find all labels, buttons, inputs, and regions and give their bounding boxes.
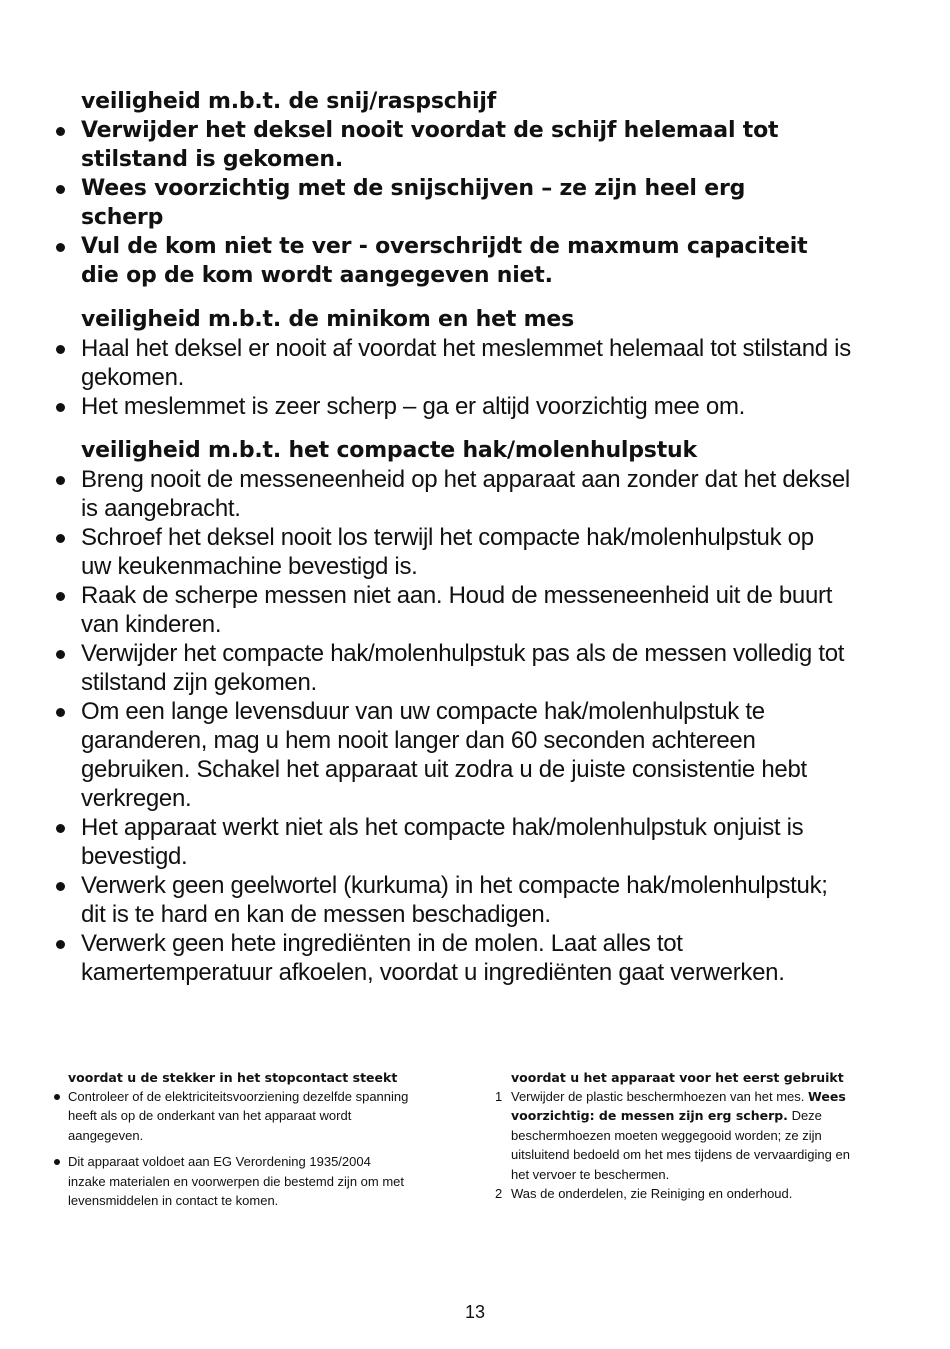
bullet-icon: [54, 1159, 60, 1165]
before-plugging-in-column: [54, 1068, 454, 1210]
list-item: Verwerk geen geelwortel (kurkuma) in het compacte hak/molenhulpstuk; dit is te hard en kan de messen beschadigen.: [54, 871, 914, 929]
bullet-icon: [56, 650, 65, 659]
list-item: Het meslemmet is zeer scherp – ga er altijd voorzichtig mee om.: [54, 392, 914, 421]
list-item: 2 Was de onderdelen, zie Reiniging en onderhoud.: [497, 1184, 917, 1203]
before-first-use-column: [497, 1068, 917, 1203]
list-item: Verwijder het deksel nooit voordat de schijf helemaal tot stilstand is gekomen.: [54, 116, 914, 174]
list-item: Verwerk geen hete ingrediënten in de molen. Laat alles tot kamertemperatuur afkoelen, voordat u ingrediënten gaat verwerken.: [54, 929, 914, 987]
list-item: Haal het deksel er nooit af voordat het meslemmet helemaal tot stilstand is gekomen.: [54, 334, 914, 392]
list-item: Wees voorzichtig met de snijschijven – ze zijn heel erg scherp: [54, 174, 914, 232]
bullet-icon: [56, 708, 65, 717]
bullet-list: [54, 1087, 454, 1210]
bullet-icon: [56, 403, 65, 412]
list-item: Dit apparaat voldoet aan EG Verordening 1935/2004 inzake materialen en voorwerpen die bestemd zijn om met levensmiddelen in contact te komen.: [54, 1152, 454, 1210]
section-mini-bowl-safety: [54, 305, 914, 421]
bullet-icon: [56, 243, 65, 252]
section-slicing-disc-safety: [54, 87, 914, 290]
section-heading: veiligheid m.b.t. de snij/raspschijf: [81, 89, 497, 114]
page-number: 13: [464, 1302, 486, 1322]
bullet-icon: [56, 592, 65, 601]
list-item: Controleer of de elektriciteitsvoorziening dezelfde spanning heeft als op de onderkant van het apparaat wordt aangegeven.: [54, 1087, 454, 1145]
bullet-icon: [56, 940, 65, 949]
bullet-list: [54, 465, 914, 987]
list-item: Raak de scherpe messen niet aan. Houd de messeneenheid uit de buurt van kinderen.: [54, 581, 914, 639]
bullet-list: [54, 334, 914, 421]
item-number: 1: [495, 1089, 503, 1104]
bullet-icon: [56, 824, 65, 833]
bullet-icon: [56, 534, 65, 543]
item-number: 2: [495, 1186, 503, 1202]
list-item: Het apparaat werkt niet als het compacte hak/molenhulpstuk onjuist is bevestigd.: [54, 813, 914, 871]
bullet-icon: [56, 185, 65, 194]
bullet-icon: [56, 882, 65, 891]
bullet-icon: [56, 476, 65, 485]
list-item: Om een lange levensduur van uw compacte hak/molenhulpstuk te garanderen, mag u hem nooit langer dan 60 seconden achtereen gebruiken. Schakel het apparaat uit zodra u de juiste consistentie hebt verkregen.: [54, 697, 914, 813]
section-compact-chopper-safety: [54, 436, 914, 987]
list-item: Vul de kom niet te ver - overschrijdt de maxmum capaciteit die op de kom wordt aangegeven niet.: [54, 232, 914, 290]
section-heading: veiligheid m.b.t. het compacte hak/molenhulpstuk: [81, 438, 697, 463]
bullet-icon: [56, 127, 65, 136]
bullet-list: [54, 116, 914, 290]
list-item: 1 Verwijder de plastic beschermhoezen van het mes. Wees voorzichtig: de messen zijn erg scherp. Deze beschermhoezen moeten weggegooid worden; ze zijn uitsluitend bedoeld om het mes tijdens de vervaardiging en het vervoer te beschermen.: [495, 1089, 850, 1182]
numbered-list: [497, 1087, 917, 1203]
bullet-icon: [56, 345, 65, 354]
section-heading: veiligheid m.b.t. de minikom en het mes: [81, 307, 574, 332]
list-item: Breng nooit de messeneenheid op het apparaat aan zonder dat het deksel is aangebracht.: [54, 465, 914, 523]
list-item: Verwijder het compacte hak/molenhulpstuk pas als de messen volledig tot stilstand zijn gekomen.: [54, 639, 914, 697]
list-item: Schroef het deksel nooit los terwijl het compacte hak/molenhulpstuk op uw keukenmachine bevestigd is.: [54, 523, 914, 581]
column-heading: voordat u het apparaat voor het eerst gebruikt: [511, 1070, 844, 1085]
column-heading: voordat u de stekker in het stopcontact steekt: [68, 1070, 398, 1085]
bullet-icon: [54, 1094, 60, 1100]
